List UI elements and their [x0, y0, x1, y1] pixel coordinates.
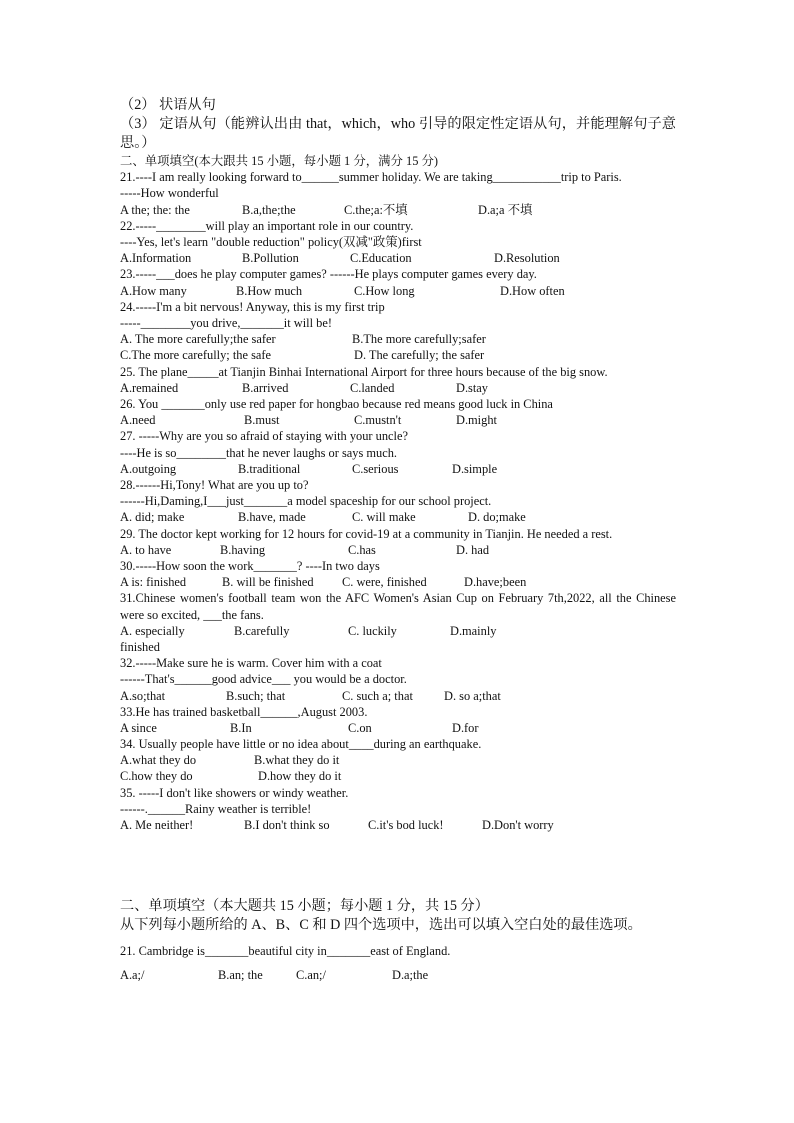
section-b-options [120, 967, 676, 983]
option-b[interactable]: B.have, made [238, 510, 306, 525]
question-29-stem: 29. The doctor kept working for 12 hours for covid-19 at a community in Tianjin. He needed a rest. [120, 526, 613, 541]
question-32-options [120, 688, 676, 704]
option-a[interactable]: A. to have [120, 542, 172, 557]
option-d[interactable]: D. do;make [468, 510, 526, 525]
option-c[interactable]: C.on [348, 720, 372, 735]
option-c[interactable]: C.an;/ [296, 968, 326, 983]
question-28-options [120, 509, 676, 525]
question-35-stem: 35. -----I don't like showers or windy weather. [120, 785, 349, 800]
option-b[interactable]: B.In [230, 720, 252, 735]
question-32-reply: ------That's______good advice___ you would be a doctor. [120, 672, 407, 687]
option-d[interactable]: D. so a;that [444, 688, 501, 703]
option-d[interactable]: D.a;a 不填 [478, 202, 533, 217]
question-33-stem: 33.He has trained basketball______,August 2003. [120, 704, 368, 719]
intro-item-3: （3） 定语从句（能辨认出由 that，which，who 引导的限定性定语从句，并能理解句子意思。） [120, 116, 676, 151]
option-d[interactable]: D.for [452, 720, 479, 735]
option-a[interactable]: A. The more carefully;the safer [120, 332, 276, 347]
option-a[interactable]: A.Information [120, 251, 192, 266]
option-c[interactable]: C.Education [350, 251, 412, 266]
question-26-options [120, 412, 676, 428]
question-35-options [120, 817, 676, 833]
option-b[interactable]: B.an; the [218, 968, 263, 983]
option-c[interactable]: C.the;a:不填 [344, 202, 408, 217]
stray-word: finished [120, 639, 160, 654]
question-35-reply: ------.______Rainy weather is terrible! [120, 801, 312, 816]
question-22-options [120, 250, 676, 266]
question-34-options-row2 [120, 768, 676, 784]
question-22-stem: 22.-----________will play an important role in our country. [120, 218, 414, 233]
section-b-instruction: 从下列每小题所给的 A、B、C 和 D 四个选项中，选出可以填入空白处的最佳选项。 [120, 917, 642, 934]
option-c[interactable]: C.How long [354, 283, 415, 298]
option-c[interactable]: C. luckily [348, 623, 397, 638]
question-21-reply: -----How wonderful [120, 186, 219, 201]
question-34-stem: 34. Usually people have little or no idea about____during an earthquake. [120, 737, 482, 752]
option-d[interactable]: D.simple [452, 461, 498, 476]
question-31-options [120, 623, 676, 639]
question-24-options-row2 [120, 347, 676, 363]
option-a[interactable]: A.How many [120, 283, 187, 298]
question-29-options [120, 542, 676, 558]
option-a[interactable]: A.a;/ [120, 968, 145, 983]
question-28-stem: 28.------Hi,Tony! What are you up to? [120, 477, 309, 492]
option-d[interactable]: D.mainly [450, 623, 497, 638]
option-d[interactable]: D. had [456, 542, 490, 557]
option-c[interactable]: C.The more carefully; the safe [120, 348, 272, 363]
question-27-reply: ----He is so________that he never laughs or says much. [120, 445, 398, 460]
option-c[interactable]: C.it's bod luck! [368, 818, 444, 833]
question-23-stem: 23.-----___does he play computer games? ------He plays computer games every day. [120, 267, 537, 282]
question-27-options [120, 461, 676, 477]
option-d[interactable]: D.Don't worry [482, 818, 554, 833]
option-d[interactable]: D.a;the [392, 968, 429, 983]
question-28-reply: ------Hi,Daming,I___just_______a model spaceship for our school project. [120, 494, 492, 509]
section-b-heading: 二、单项填空（本大题共 15 小题；每小题 1 分，共 15 分） [120, 898, 489, 915]
option-d[interactable]: D.have;been [464, 575, 527, 590]
option-d[interactable]: D.how they do it [258, 769, 342, 784]
spacer-small [120, 959, 676, 967]
spacer-small [120, 935, 676, 943]
question-24-reply: -----________you drive,_______it will be! [120, 315, 332, 330]
option-d[interactable]: D.Resolution [494, 251, 560, 266]
option-a[interactable]: A.outgoing [120, 461, 177, 476]
question-25-options [120, 380, 676, 396]
option-c[interactable]: C. will make [352, 510, 416, 525]
question-25-stem: 25. The plane_____at Tianjin Binhai International Airport for three hours because of the big snow. [120, 364, 608, 379]
option-a[interactable]: A.need [120, 413, 156, 428]
question-32-stem: 32.-----Make sure he is warm. Cover him with a coat [120, 656, 382, 671]
option-b[interactable]: B.The more carefully;safer [352, 332, 486, 347]
question-24-options-row1 [120, 331, 676, 347]
question-27-stem: 27. -----Why are you so afraid of staying with your uncle? [120, 429, 408, 444]
question-34-options-row1 [120, 752, 676, 768]
option-b[interactable]: B.I don't think so [244, 818, 330, 833]
question-24-stem: 24.-----I'm a bit nervous! Anyway, this is my first trip [120, 299, 385, 314]
option-b[interactable]: B.arrived [242, 380, 289, 395]
section-b-question-21: 21. Cambridge is_______beautiful city in_______east of England. [120, 944, 451, 959]
option-a[interactable]: A since [120, 720, 157, 735]
question-31-stem: 31.Chinese women's football team won the AFC Women's Asian Cup on February 7th,2022, all the Chinese were so excited, ___the fans. [120, 591, 676, 622]
section-heading: 二、单项填空(本大跟共 15 小题，每小题 1 分，满分 15 分) [120, 154, 439, 168]
option-b[interactable]: B.carefully [234, 623, 290, 638]
option-c[interactable]: C.serious [352, 461, 399, 476]
option-a[interactable]: A. Me neither! [120, 818, 194, 833]
question-30-stem: 30.-----How soon the work_______? ----In two days [120, 558, 380, 573]
option-b[interactable]: B.a,the;the [242, 202, 296, 217]
option-b[interactable]: B.How much [236, 283, 303, 298]
question-23-options [120, 283, 676, 299]
option-a[interactable]: A.remained [120, 380, 179, 395]
option-a[interactable]: A. did; make [120, 510, 185, 525]
option-a[interactable]: A the; the: the [120, 202, 190, 217]
option-c[interactable]: C. such a; that [342, 688, 413, 703]
option-c[interactable]: C.how they do [120, 769, 193, 784]
exam-page [120, 96, 676, 984]
option-a[interactable]: A is: finished [120, 575, 187, 590]
option-c[interactable]: C.mustn't [354, 413, 402, 428]
option-a[interactable]: A.so;that [120, 688, 166, 703]
option-d[interactable]: D. The carefully; the safer [354, 348, 485, 363]
question-30-options [120, 574, 676, 590]
option-c[interactable]: C. were, finished [342, 575, 427, 590]
question-26-stem: 26. You _______only use red paper for hongbao because red means good luck in China [120, 396, 553, 411]
option-c[interactable]: C.landed [350, 380, 395, 395]
option-a[interactable]: A.what they do [120, 753, 197, 768]
option-d[interactable]: D.stay [456, 380, 489, 395]
option-b[interactable]: B. will be finished [222, 575, 314, 590]
option-a[interactable]: A. especially [120, 623, 185, 638]
option-d[interactable]: D.might [456, 413, 497, 428]
option-b[interactable]: B.must [244, 413, 280, 428]
option-b[interactable]: B.traditional [238, 461, 301, 476]
spacer [120, 833, 676, 897]
question-33-options [120, 720, 676, 736]
question-22-reply: ----Yes, let's learn "double reduction" policy(双减"政策)first [120, 235, 422, 249]
option-b[interactable]: B.Pollution [242, 251, 299, 266]
question-21-options [120, 202, 676, 218]
question-21-stem: 21.----I am really looking forward to______summer holiday. We are taking___________trip to Paris. [120, 170, 622, 185]
intro-item-2: （2） 状语从句 [120, 97, 216, 113]
option-b[interactable]: B.what they do it [254, 753, 340, 768]
option-d[interactable]: D.How often [500, 283, 565, 298]
option-b[interactable]: B.having [220, 542, 266, 557]
option-c[interactable]: C.has [348, 542, 376, 557]
option-b[interactable]: B.such; that [226, 688, 286, 703]
